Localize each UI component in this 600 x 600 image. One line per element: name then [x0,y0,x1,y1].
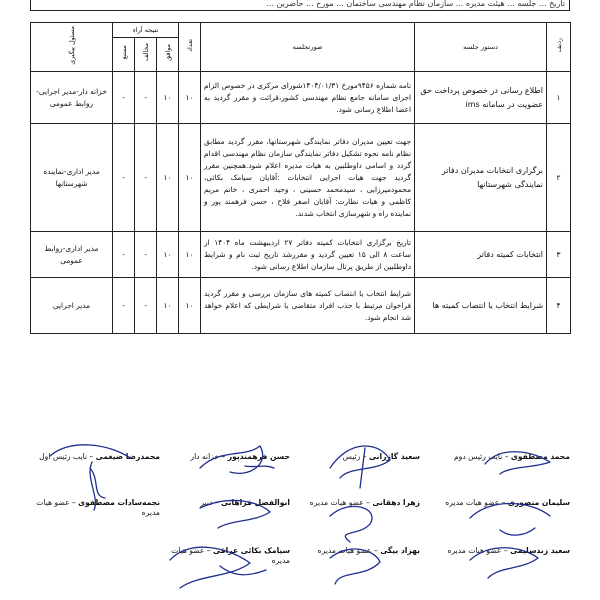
row-abstain: - [113,278,135,334]
table-row [31,72,571,124]
row-agenda: شرایط انتخاب یا انتصاب کمیته ها [415,278,547,334]
row-responsible: مدیر اداری-روابط عمومی [31,232,113,278]
row-abstain: - [113,124,135,232]
signature-stroke [330,506,372,542]
row-responsible: مدیر اداری-نماینده شهرستانها [31,124,113,232]
row-number: ۴ [547,278,571,334]
table-row [31,124,571,232]
signatory-name: محمد مصطفوی [510,452,570,461]
header-line: تاریخ ... جلسه ... هیئت مدیره ... سازمان نظام مهندسی ساختمان ... مورخ ... حاضرین ... [30,0,570,11]
header-responsible: مسئول پیگیری [31,23,113,72]
signature-stroke [470,504,550,536]
signature-stroke [330,446,390,488]
signatory-role: – نایب رئیس دوم [453,452,511,461]
signatory-name: حسن فرهمندپور [227,452,290,461]
row-number: ۱ [547,72,571,124]
row-count: ۱۰ [179,72,201,124]
row-responsible: خزانه دار-مدیر اجرایی-روابط عمومی [31,72,113,124]
signature-stroke [170,547,266,588]
signatory-role: – دبیر [200,498,221,507]
handwritten-signatures [30,438,570,600]
row-agree: ۱۰ [157,278,179,334]
signatory-role: – عضو هیات مدیره [171,546,290,565]
header-oppose: مخالف [135,38,157,72]
header-agree: موافق [157,38,179,72]
signatory-name: نجمه‌سادات مصطفوی [78,498,160,507]
row-minutes: تاریخ برگزاری انتخابات کمیته دفاتر ۲۷ اردیبهشت ماه ۱۴۰۴ از ساعت ۸ الی ۱۵ تعیین گردید و مقررشد تاریخ ثبت نام و شرایط داوطلبین از طریق پرتال سازمان اطلاع رسانی شود. [201,232,415,278]
signature-stroke [200,500,270,528]
signature-block [30,438,570,600]
row-oppose: - [135,124,157,232]
signatory-name: سعید زندسلیمی [510,546,570,555]
header-row-number: ردیف [547,23,571,72]
signatory-name: سلیمان منصوری [507,498,570,507]
signature-stroke [200,446,274,473]
row-count: ۱۰ [179,124,201,232]
signatory-role: – خزانه دار [190,452,228,461]
signatory-role: – عضو هیات مدیره [36,498,160,517]
header-agenda: دستور جلسه [415,23,547,72]
signatory-name: زهرا دهقانی [372,498,420,507]
row-minutes: نامه شماره ۹۴۵۶مورخ ۱۴۰۴/۰۱/۳۱شورای مرکزی در خصوص الزام اجرای سامانه جامع نظام مهندسی کشور،قرائت و مقرر گردید به اعضا اطلاع رسانی شود. [201,72,415,124]
table-row [31,232,571,278]
row-agenda: برگزاری انتخابات مدیران دفاتر نمایندگی شهرستانها [415,124,547,232]
row-count: ۱۰ [179,278,201,334]
minutes-table [30,22,571,334]
signatory-role: – عضو هیات مدیره [317,546,381,555]
row-oppose: - [135,72,157,124]
signatory-role: – عضو هیات مدیره [309,498,373,507]
signature-stroke [470,548,538,578]
signatory-name: ابوالفضل فراهانی [221,498,290,507]
signatory-name: بهزاد بیگی [380,546,420,555]
row-oppose: - [135,278,157,334]
row-abstain: - [113,72,135,124]
row-minutes: جهت تعیین مدیران دفاتر نمایندگی شهرستانها، مقرر گردید مطابق نظام نامه نحوه تشکیل دفاتر نمایندگی سازمان نظام مهندسی اقدام گردد و اسامی داوطلبین به هیات مدیره اعلام شود.همچنین مقرر گردید جهت هیات اجرایی انتخابات :آقایان سیامک بکائی، محمودمیرزایی ، سیدمحمد حسینی ، وحید احمری ، خانم مریم کاظمی و هیات نظارت: آقایان اصغر فلاح ، حسن فرهمند پور و نماینده راه و شهرسازی انتخاب شدند. [201,124,415,232]
row-agenda: اطلاع رسانی در خصوص پرداخت حق عضویت در سامانه ims [415,72,547,124]
signature-stroke [330,549,380,584]
header-abstain: ممتنع [113,38,135,72]
row-agenda: انتخابات کمیته دفاتر [415,232,547,278]
row-oppose: - [135,232,157,278]
signatory-role: – عضو هیات مدیره [447,546,511,555]
header-count: تعداد [179,23,201,72]
row-agree: ۱۰ [157,72,179,124]
signatory-role: – نایب رئیس اول [39,452,96,461]
table-row [31,278,571,334]
row-number: ۳ [547,232,571,278]
header-result: نتیجه آراء [113,23,179,38]
header-minutes: صورتجلسه [201,23,415,72]
row-agree: ۱۰ [157,232,179,278]
signatory-name: محمدرضا ضیغمی [95,452,160,461]
signatory-name: سعید گازرانی [368,452,420,461]
signatory-role: – رئیس [342,452,369,461]
row-count: ۱۰ [179,232,201,278]
row-minutes: شرایط انتخاب یا انتصاب کمیته های سازمان بررسی و مقرر گردید فراخوان مرتبط با جذب افراد متقاضی با شرایطی که اعلام خواهد شد انجام شود. [201,278,415,334]
signatory-role: – عضو هیات مدیره [445,498,508,507]
row-responsible: مدیر اجرایی [31,278,113,334]
row-number: ۲ [547,124,571,232]
row-agree: ۱۰ [157,124,179,232]
row-abstain: - [113,232,135,278]
signature-stroke [485,452,550,474]
signatory-name: سیامک بکائی عراقی [212,546,290,555]
signature-stroke [50,445,130,510]
